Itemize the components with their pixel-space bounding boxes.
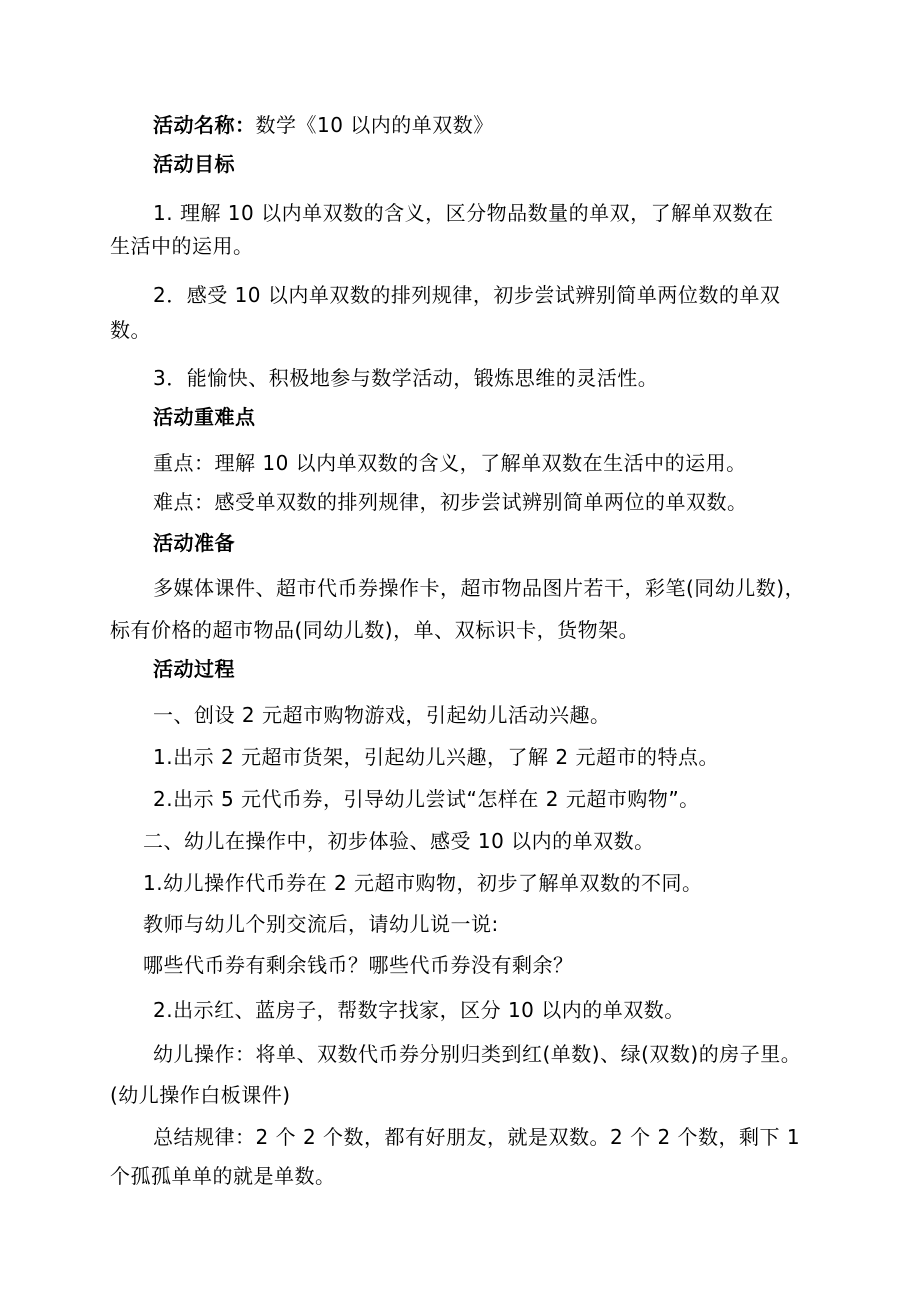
process-heading: 活动过程 [153, 657, 235, 681]
summary-line-1: 总结规律：2 个 2 个数，都有好朋友，就是双数。2 个 2 个数，剩下 1 [153, 1125, 801, 1149]
operation-line-2: (幼儿操作白板课件) [110, 1083, 291, 1107]
step-1: 一、创设 2 元超市购物游戏，引起幼儿活动兴趣。 [153, 703, 611, 727]
activity-name-value: 数学《10 以内的单双数》 [255, 113, 494, 137]
step-1-2: 2.出示 5 元代币券，引导幼儿尝试“怎样在 2 元超市购物”。 [153, 787, 700, 811]
step-2-1-note: 教师与幼儿个别交流后，请幼儿说一说: [143, 912, 499, 936]
preparation-line-2: 标有价格的超市物品(同幼儿数)，单、双标识卡，货物架。 [110, 618, 640, 642]
summary-line-2: 个孤孤单单的就是单数。 [110, 1164, 336, 1188]
preparation-line-1: 多媒体课件、超市代币券操作卡，超市物品图片若干，彩笔(同幼儿数)， [153, 576, 806, 600]
difficult-point: 难点：感受单双数的排列规律，初步尝试辨别简单两位的单双数。 [153, 490, 748, 514]
goals-heading: 活动目标 [153, 152, 235, 176]
goal-2-line-1: 2．感受 10 以内单双数的排列规律，初步尝试辨别简单两位数的单双 [153, 283, 781, 307]
goal-1-line-2: 生活中的运用。 [110, 234, 254, 258]
activity-name-line [153, 113, 494, 137]
operation-line-1: 幼儿操作：将单、双数代币券分别归类到红(单数)、绿(双数)的房子里。 [153, 1042, 802, 1066]
goal-1-line-1: 1. 理解 10 以内单双数的含义，区分物品数量的单双，了解单双数在 [153, 201, 774, 225]
step-2-1-question: 哪些代币券有剩余钱币？哪些代币券没有剩余？ [143, 953, 574, 977]
activity-name-label: 活动名称： [153, 113, 256, 137]
preparation-heading: 活动准备 [153, 531, 235, 555]
key-point: 重点：理解 10 以内单双数的含义，了解单双数在生活中的运用。 [153, 451, 747, 475]
step-1-1: 1.出示 2 元超市货架，引起幼儿兴趣，了解 2 元超市的特点。 [153, 745, 719, 769]
key-points-heading: 活动重难点 [153, 405, 256, 429]
step-2-2: 2.出示红、蓝房子，帮数字找家，区分 10 以内的单双数。 [153, 998, 685, 1022]
goal-3: 3．能愉快、积极地参与数学活动，锻炼思维的灵活性。 [153, 366, 659, 390]
step-2-1: 1.幼儿操作代币券在 2 元超市购物，初步了解单双数的不同。 [143, 871, 703, 895]
goal-2-line-2: 数。 [110, 318, 151, 342]
step-2: 二、幼儿在操作中，初步体验、感受 10 以内的单双数。 [143, 829, 655, 853]
